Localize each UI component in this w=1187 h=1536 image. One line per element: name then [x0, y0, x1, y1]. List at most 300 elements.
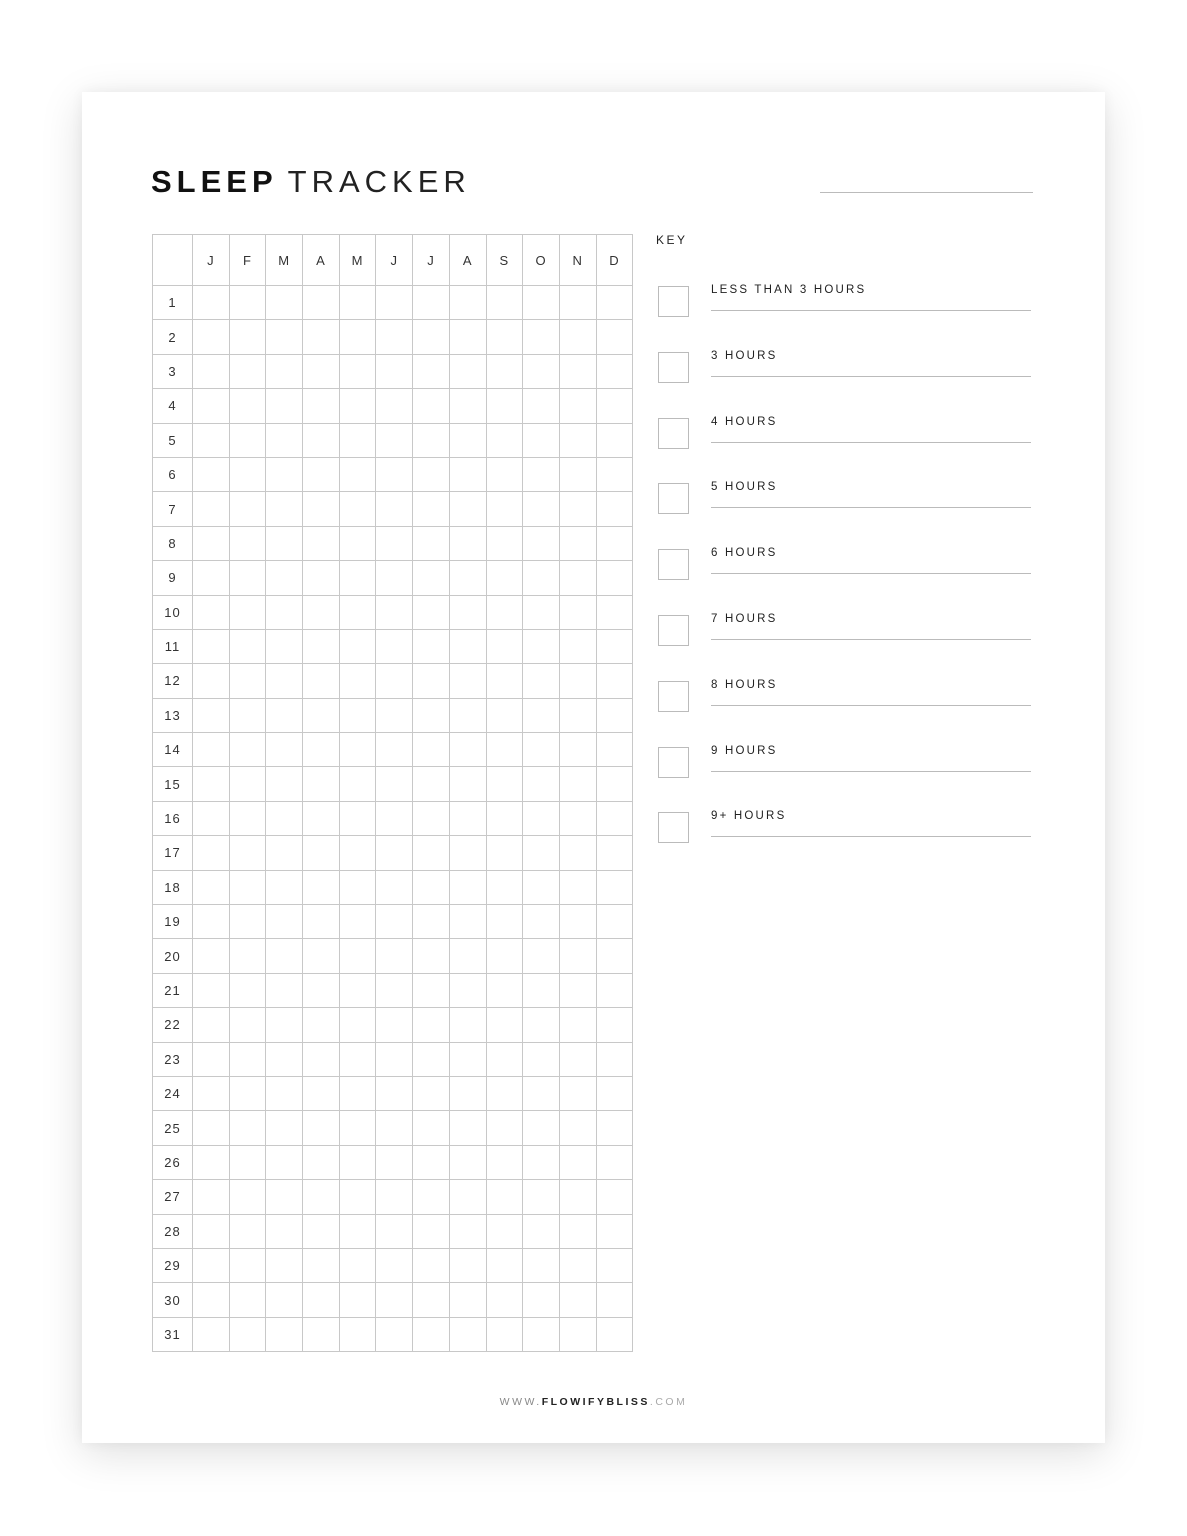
- sleep-cell[interactable]: [376, 457, 413, 491]
- sleep-cell[interactable]: [339, 1111, 376, 1145]
- sleep-cell[interactable]: [559, 1317, 596, 1351]
- sleep-cell[interactable]: [449, 733, 486, 767]
- sleep-cell[interactable]: [449, 870, 486, 904]
- sleep-cell[interactable]: [596, 939, 633, 973]
- sleep-cell[interactable]: [303, 767, 340, 801]
- sleep-cell[interactable]: [559, 1042, 596, 1076]
- sleep-cell[interactable]: [229, 1145, 266, 1179]
- sleep-cell[interactable]: [596, 1042, 633, 1076]
- sleep-cell[interactable]: [303, 457, 340, 491]
- sleep-cell[interactable]: [376, 664, 413, 698]
- sleep-cell[interactable]: [303, 870, 340, 904]
- sleep-cell[interactable]: [523, 698, 560, 732]
- sleep-cell[interactable]: [559, 1145, 596, 1179]
- sleep-cell[interactable]: [413, 457, 450, 491]
- sleep-cell[interactable]: [523, 973, 560, 1007]
- sleep-cell[interactable]: [486, 1042, 523, 1076]
- sleep-cell[interactable]: [376, 1076, 413, 1110]
- sleep-cell[interactable]: [229, 492, 266, 526]
- sleep-cell[interactable]: [596, 1145, 633, 1179]
- sleep-cell[interactable]: [449, 423, 486, 457]
- sleep-cell[interactable]: [376, 870, 413, 904]
- sleep-cell[interactable]: [449, 767, 486, 801]
- sleep-cell[interactable]: [413, 286, 450, 320]
- sleep-cell[interactable]: [339, 698, 376, 732]
- sleep-cell[interactable]: [193, 870, 230, 904]
- sleep-cell[interactable]: [376, 1317, 413, 1351]
- sleep-cell[interactable]: [339, 1248, 376, 1282]
- sleep-cell[interactable]: [449, 698, 486, 732]
- sleep-cell[interactable]: [193, 801, 230, 835]
- sleep-cell[interactable]: [193, 1076, 230, 1110]
- sleep-cell[interactable]: [523, 1317, 560, 1351]
- sleep-cell[interactable]: [303, 1180, 340, 1214]
- sleep-cell[interactable]: [486, 354, 523, 388]
- sleep-cell[interactable]: [596, 801, 633, 835]
- sleep-cell[interactable]: [523, 389, 560, 423]
- sleep-cell[interactable]: [449, 1283, 486, 1317]
- sleep-cell[interactable]: [303, 836, 340, 870]
- sleep-cell[interactable]: [303, 526, 340, 560]
- sleep-cell[interactable]: [303, 492, 340, 526]
- sleep-cell[interactable]: [303, 354, 340, 388]
- sleep-cell[interactable]: [376, 1042, 413, 1076]
- sleep-cell[interactable]: [193, 1180, 230, 1214]
- sleep-cell[interactable]: [523, 492, 560, 526]
- sleep-cell[interactable]: [523, 1248, 560, 1282]
- sleep-cell[interactable]: [413, 698, 450, 732]
- sleep-cell[interactable]: [229, 457, 266, 491]
- sleep-cell[interactable]: [596, 767, 633, 801]
- sleep-cell[interactable]: [559, 905, 596, 939]
- sleep-cell[interactable]: [339, 1180, 376, 1214]
- sleep-cell[interactable]: [376, 801, 413, 835]
- sleep-cell[interactable]: [413, 1283, 450, 1317]
- sleep-cell[interactable]: [266, 1214, 303, 1248]
- sleep-cell[interactable]: [596, 629, 633, 663]
- sleep-cell[interactable]: [596, 1076, 633, 1110]
- sleep-cell[interactable]: [193, 1248, 230, 1282]
- sleep-cell[interactable]: [266, 905, 303, 939]
- sleep-cell[interactable]: [339, 457, 376, 491]
- sleep-cell[interactable]: [559, 389, 596, 423]
- sleep-cell[interactable]: [229, 561, 266, 595]
- sleep-cell[interactable]: [449, 973, 486, 1007]
- sleep-cell[interactable]: [596, 733, 633, 767]
- sleep-cell[interactable]: [193, 1111, 230, 1145]
- sleep-cell[interactable]: [339, 1145, 376, 1179]
- sleep-cell[interactable]: [193, 354, 230, 388]
- sleep-cell[interactable]: [413, 1248, 450, 1282]
- sleep-cell[interactable]: [596, 836, 633, 870]
- key-color-box[interactable]: [658, 352, 689, 383]
- sleep-cell[interactable]: [523, 595, 560, 629]
- sleep-cell[interactable]: [339, 664, 376, 698]
- sleep-cell[interactable]: [486, 767, 523, 801]
- sleep-cell[interactable]: [523, 354, 560, 388]
- sleep-cell[interactable]: [486, 457, 523, 491]
- sleep-cell[interactable]: [449, 286, 486, 320]
- sleep-cell[interactable]: [229, 664, 266, 698]
- sleep-cell[interactable]: [559, 698, 596, 732]
- key-write-line[interactable]: [711, 639, 1031, 640]
- sleep-cell[interactable]: [523, 320, 560, 354]
- sleep-cell[interactable]: [449, 905, 486, 939]
- sleep-cell[interactable]: [523, 526, 560, 560]
- sleep-cell[interactable]: [339, 286, 376, 320]
- sleep-cell[interactable]: [376, 1180, 413, 1214]
- sleep-cell[interactable]: [266, 526, 303, 560]
- sleep-cell[interactable]: [486, 870, 523, 904]
- sleep-cell[interactable]: [449, 1180, 486, 1214]
- key-write-line[interactable]: [711, 771, 1031, 772]
- sleep-cell[interactable]: [486, 1180, 523, 1214]
- sleep-cell[interactable]: [523, 561, 560, 595]
- sleep-cell[interactable]: [229, 1214, 266, 1248]
- sleep-cell[interactable]: [486, 1076, 523, 1110]
- key-write-line[interactable]: [711, 573, 1031, 574]
- sleep-cell[interactable]: [559, 1008, 596, 1042]
- sleep-cell[interactable]: [229, 698, 266, 732]
- sleep-cell[interactable]: [193, 526, 230, 560]
- sleep-cell[interactable]: [486, 698, 523, 732]
- sleep-cell[interactable]: [559, 664, 596, 698]
- sleep-cell[interactable]: [596, 286, 633, 320]
- sleep-cell[interactable]: [449, 492, 486, 526]
- sleep-cell[interactable]: [559, 870, 596, 904]
- sleep-cell[interactable]: [303, 1111, 340, 1145]
- sleep-cell[interactable]: [229, 526, 266, 560]
- sleep-cell[interactable]: [229, 1076, 266, 1110]
- sleep-cell[interactable]: [229, 1180, 266, 1214]
- sleep-cell[interactable]: [303, 973, 340, 1007]
- sleep-cell[interactable]: [229, 905, 266, 939]
- sleep-cell[interactable]: [229, 423, 266, 457]
- sleep-cell[interactable]: [486, 389, 523, 423]
- sleep-cell[interactable]: [486, 286, 523, 320]
- sleep-cell[interactable]: [303, 1214, 340, 1248]
- sleep-cell[interactable]: [449, 561, 486, 595]
- sleep-cell[interactable]: [486, 1111, 523, 1145]
- sleep-cell[interactable]: [376, 836, 413, 870]
- sleep-cell[interactable]: [376, 526, 413, 560]
- sleep-cell[interactable]: [303, 801, 340, 835]
- sleep-cell[interactable]: [303, 1317, 340, 1351]
- sleep-cell[interactable]: [559, 320, 596, 354]
- sleep-cell[interactable]: [596, 423, 633, 457]
- sleep-cell[interactable]: [523, 1111, 560, 1145]
- sleep-cell[interactable]: [559, 492, 596, 526]
- sleep-cell[interactable]: [266, 870, 303, 904]
- sleep-cell[interactable]: [303, 561, 340, 595]
- sleep-cell[interactable]: [486, 423, 523, 457]
- sleep-cell[interactable]: [559, 595, 596, 629]
- key-color-box[interactable]: [658, 681, 689, 712]
- sleep-cell[interactable]: [596, 664, 633, 698]
- sleep-cell[interactable]: [339, 905, 376, 939]
- sleep-cell[interactable]: [229, 939, 266, 973]
- sleep-cell[interactable]: [559, 1111, 596, 1145]
- sleep-cell[interactable]: [559, 561, 596, 595]
- sleep-cell[interactable]: [559, 767, 596, 801]
- sleep-cell[interactable]: [376, 1283, 413, 1317]
- sleep-cell[interactable]: [266, 973, 303, 1007]
- sleep-cell[interactable]: [486, 561, 523, 595]
- sleep-cell[interactable]: [523, 1180, 560, 1214]
- sleep-cell[interactable]: [193, 492, 230, 526]
- sleep-cell[interactable]: [339, 836, 376, 870]
- key-color-box[interactable]: [658, 615, 689, 646]
- sleep-cell[interactable]: [523, 1076, 560, 1110]
- sleep-cell[interactable]: [523, 836, 560, 870]
- sleep-cell[interactable]: [413, 354, 450, 388]
- sleep-cell[interactable]: [596, 492, 633, 526]
- sleep-cell[interactable]: [413, 595, 450, 629]
- sleep-cell[interactable]: [193, 1214, 230, 1248]
- sleep-cell[interactable]: [266, 664, 303, 698]
- sleep-cell[interactable]: [449, 354, 486, 388]
- sleep-cell[interactable]: [303, 939, 340, 973]
- sleep-cell[interactable]: [339, 354, 376, 388]
- sleep-cell[interactable]: [376, 1008, 413, 1042]
- sleep-cell[interactable]: [339, 526, 376, 560]
- sleep-cell[interactable]: [523, 1042, 560, 1076]
- sleep-cell[interactable]: [523, 1145, 560, 1179]
- sleep-cell[interactable]: [339, 767, 376, 801]
- sleep-cell[interactable]: [303, 1145, 340, 1179]
- sleep-cell[interactable]: [339, 870, 376, 904]
- sleep-cell[interactable]: [229, 1317, 266, 1351]
- sleep-cell[interactable]: [303, 1008, 340, 1042]
- sleep-cell[interactable]: [266, 733, 303, 767]
- sleep-cell[interactable]: [376, 354, 413, 388]
- sleep-cell[interactable]: [413, 423, 450, 457]
- sleep-cell[interactable]: [376, 389, 413, 423]
- sleep-cell[interactable]: [193, 733, 230, 767]
- sleep-cell[interactable]: [193, 286, 230, 320]
- sleep-cell[interactable]: [596, 595, 633, 629]
- sleep-cell[interactable]: [559, 733, 596, 767]
- sleep-cell[interactable]: [266, 320, 303, 354]
- sleep-cell[interactable]: [266, 1145, 303, 1179]
- sleep-cell[interactable]: [486, 801, 523, 835]
- sleep-cell[interactable]: [303, 389, 340, 423]
- key-write-line[interactable]: [711, 507, 1031, 508]
- sleep-cell[interactable]: [486, 320, 523, 354]
- sleep-cell[interactable]: [523, 939, 560, 973]
- sleep-cell[interactable]: [413, 836, 450, 870]
- sleep-cell[interactable]: [523, 1008, 560, 1042]
- sleep-cell[interactable]: [376, 1111, 413, 1145]
- sleep-cell[interactable]: [266, 354, 303, 388]
- sleep-cell[interactable]: [266, 1008, 303, 1042]
- sleep-cell[interactable]: [559, 286, 596, 320]
- sleep-cell[interactable]: [193, 698, 230, 732]
- sleep-cell[interactable]: [303, 1076, 340, 1110]
- sleep-cell[interactable]: [449, 1214, 486, 1248]
- sleep-cell[interactable]: [413, 973, 450, 1007]
- sleep-cell[interactable]: [449, 1076, 486, 1110]
- sleep-cell[interactable]: [376, 905, 413, 939]
- sleep-cell[interactable]: [266, 1317, 303, 1351]
- sleep-cell[interactable]: [486, 1214, 523, 1248]
- sleep-cell[interactable]: [413, 801, 450, 835]
- sleep-cell[interactable]: [559, 1283, 596, 1317]
- sleep-cell[interactable]: [339, 1008, 376, 1042]
- sleep-cell[interactable]: [486, 1283, 523, 1317]
- sleep-cell[interactable]: [413, 1145, 450, 1179]
- sleep-cell[interactable]: [523, 1214, 560, 1248]
- sleep-cell[interactable]: [339, 389, 376, 423]
- sleep-cell[interactable]: [413, 733, 450, 767]
- sleep-cell[interactable]: [266, 286, 303, 320]
- sleep-cell[interactable]: [523, 457, 560, 491]
- sleep-cell[interactable]: [596, 905, 633, 939]
- sleep-cell[interactable]: [376, 595, 413, 629]
- sleep-cell[interactable]: [413, 1076, 450, 1110]
- sleep-cell[interactable]: [193, 457, 230, 491]
- sleep-cell[interactable]: [449, 389, 486, 423]
- sleep-cell[interactable]: [486, 1008, 523, 1042]
- sleep-cell[interactable]: [413, 1111, 450, 1145]
- sleep-cell[interactable]: [376, 629, 413, 663]
- sleep-cell[interactable]: [193, 595, 230, 629]
- sleep-cell[interactable]: [303, 733, 340, 767]
- sleep-cell[interactable]: [266, 698, 303, 732]
- sleep-cell[interactable]: [486, 733, 523, 767]
- key-write-line[interactable]: [711, 836, 1031, 837]
- sleep-cell[interactable]: [266, 1248, 303, 1282]
- sleep-cell[interactable]: [486, 629, 523, 663]
- sleep-cell[interactable]: [413, 1042, 450, 1076]
- sleep-cell[interactable]: [229, 286, 266, 320]
- sleep-cell[interactable]: [193, 423, 230, 457]
- key-write-line[interactable]: [711, 376, 1031, 377]
- sleep-cell[interactable]: [559, 526, 596, 560]
- sleep-cell[interactable]: [596, 561, 633, 595]
- sleep-cell[interactable]: [523, 905, 560, 939]
- sleep-cell[interactable]: [413, 905, 450, 939]
- sleep-cell[interactable]: [413, 870, 450, 904]
- sleep-cell[interactable]: [339, 973, 376, 1007]
- key-color-box[interactable]: [658, 418, 689, 449]
- sleep-cell[interactable]: [413, 561, 450, 595]
- sleep-cell[interactable]: [523, 664, 560, 698]
- sleep-cell[interactable]: [266, 939, 303, 973]
- sleep-cell[interactable]: [413, 1180, 450, 1214]
- sleep-cell[interactable]: [523, 423, 560, 457]
- sleep-cell[interactable]: [596, 457, 633, 491]
- sleep-cell[interactable]: [229, 870, 266, 904]
- sleep-cell[interactable]: [486, 595, 523, 629]
- sleep-cell[interactable]: [449, 939, 486, 973]
- sleep-cell[interactable]: [266, 423, 303, 457]
- sleep-cell[interactable]: [376, 561, 413, 595]
- sleep-cell[interactable]: [376, 1214, 413, 1248]
- sleep-cell[interactable]: [229, 836, 266, 870]
- sleep-cell[interactable]: [376, 1248, 413, 1282]
- sleep-cell[interactable]: [229, 320, 266, 354]
- sleep-cell[interactable]: [339, 320, 376, 354]
- sleep-cell[interactable]: [266, 629, 303, 663]
- sleep-cell[interactable]: [229, 629, 266, 663]
- sleep-cell[interactable]: [486, 939, 523, 973]
- sleep-cell[interactable]: [413, 1214, 450, 1248]
- sleep-cell[interactable]: [266, 836, 303, 870]
- sleep-cell[interactable]: [559, 423, 596, 457]
- sleep-cell[interactable]: [413, 664, 450, 698]
- sleep-cell[interactable]: [413, 629, 450, 663]
- sleep-cell[interactable]: [193, 836, 230, 870]
- sleep-cell[interactable]: [486, 664, 523, 698]
- sleep-cell[interactable]: [193, 973, 230, 1007]
- sleep-cell[interactable]: [303, 320, 340, 354]
- sleep-cell[interactable]: [523, 767, 560, 801]
- sleep-cell[interactable]: [559, 457, 596, 491]
- sleep-cell[interactable]: [303, 1248, 340, 1282]
- sleep-cell[interactable]: [486, 492, 523, 526]
- sleep-cell[interactable]: [449, 526, 486, 560]
- sleep-cell[interactable]: [376, 973, 413, 1007]
- sleep-cell[interactable]: [523, 733, 560, 767]
- sleep-cell[interactable]: [376, 939, 413, 973]
- sleep-cell[interactable]: [266, 1283, 303, 1317]
- sleep-cell[interactable]: [449, 1008, 486, 1042]
- sleep-cell[interactable]: [303, 1283, 340, 1317]
- sleep-cell[interactable]: [559, 629, 596, 663]
- key-color-box[interactable]: [658, 286, 689, 317]
- sleep-cell[interactable]: [486, 526, 523, 560]
- sleep-cell[interactable]: [523, 286, 560, 320]
- sleep-cell[interactable]: [376, 733, 413, 767]
- key-color-box[interactable]: [658, 747, 689, 778]
- sleep-cell[interactable]: [596, 973, 633, 1007]
- sleep-cell[interactable]: [596, 1317, 633, 1351]
- sleep-cell[interactable]: [193, 939, 230, 973]
- sleep-cell[interactable]: [449, 1111, 486, 1145]
- sleep-cell[interactable]: [266, 492, 303, 526]
- sleep-cell[interactable]: [266, 389, 303, 423]
- sleep-cell[interactable]: [486, 836, 523, 870]
- sleep-cell[interactable]: [303, 595, 340, 629]
- sleep-cell[interactable]: [559, 973, 596, 1007]
- sleep-cell[interactable]: [596, 1283, 633, 1317]
- sleep-cell[interactable]: [266, 1076, 303, 1110]
- sleep-cell[interactable]: [523, 870, 560, 904]
- sleep-cell[interactable]: [193, 905, 230, 939]
- sleep-cell[interactable]: [596, 698, 633, 732]
- sleep-cell[interactable]: [559, 1180, 596, 1214]
- sleep-cell[interactable]: [596, 1248, 633, 1282]
- sleep-cell[interactable]: [339, 939, 376, 973]
- sleep-cell[interactable]: [449, 629, 486, 663]
- sleep-cell[interactable]: [303, 664, 340, 698]
- sleep-cell[interactable]: [486, 973, 523, 1007]
- sleep-cell[interactable]: [193, 389, 230, 423]
- sleep-cell[interactable]: [339, 1283, 376, 1317]
- sleep-cell[interactable]: [449, 801, 486, 835]
- sleep-cell[interactable]: [229, 767, 266, 801]
- sleep-cell[interactable]: [339, 492, 376, 526]
- sleep-cell[interactable]: [339, 423, 376, 457]
- sleep-cell[interactable]: [193, 1042, 230, 1076]
- sleep-cell[interactable]: [193, 561, 230, 595]
- sleep-cell[interactable]: [523, 801, 560, 835]
- sleep-cell[interactable]: [486, 905, 523, 939]
- sleep-cell[interactable]: [596, 389, 633, 423]
- sleep-cell[interactable]: [559, 1248, 596, 1282]
- sleep-cell[interactable]: [303, 286, 340, 320]
